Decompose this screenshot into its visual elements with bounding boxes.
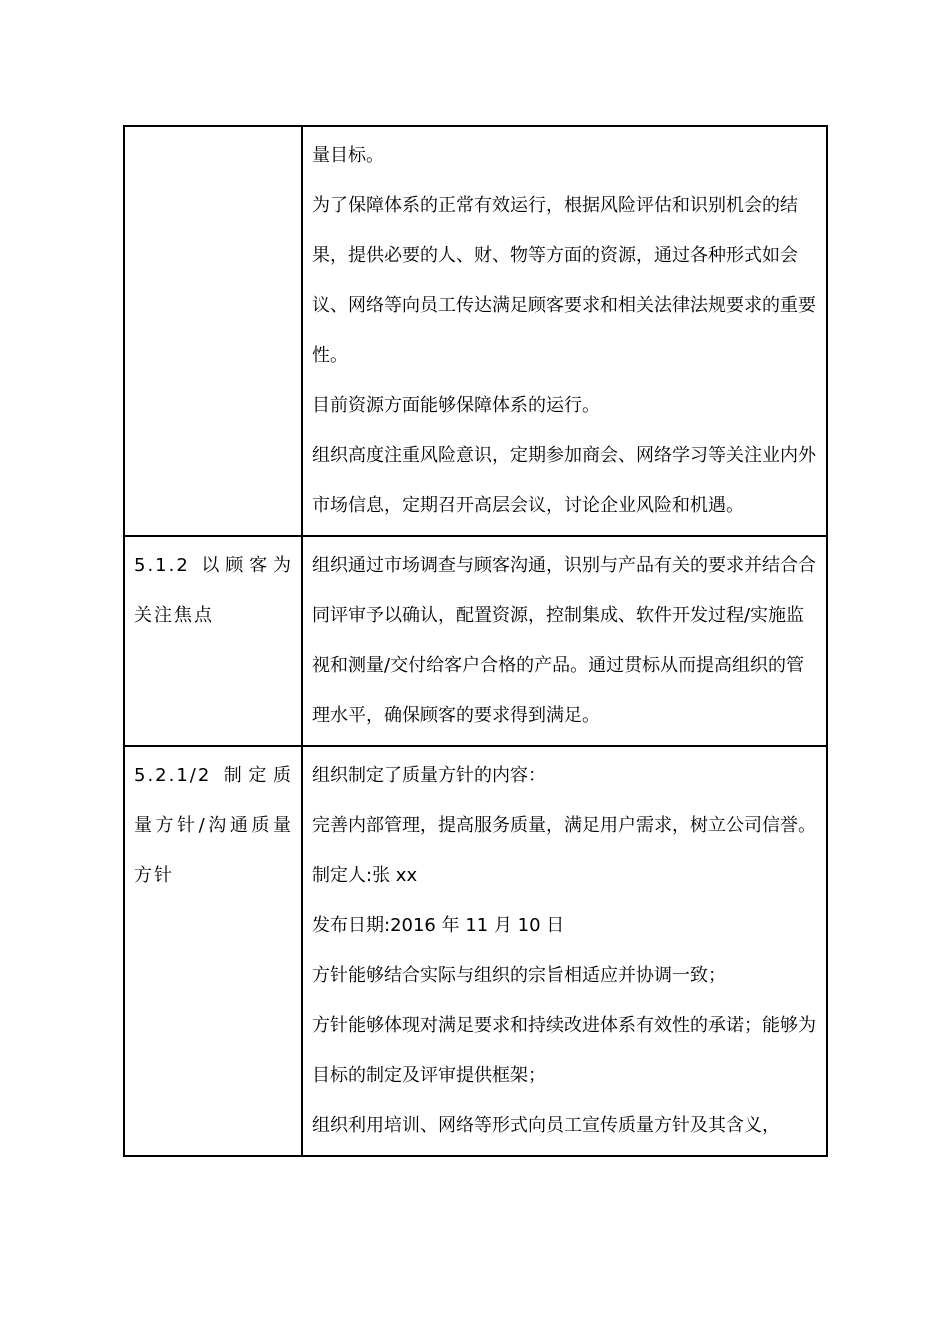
table-row [124, 536, 827, 746]
content-paragraph: 组织制定了质量方针的内容： [312, 765, 546, 786]
clause-label: 5.1.2 以顾客为关注焦点 [134, 555, 293, 626]
clause-review-table [123, 125, 828, 1157]
content-paragraph: 组织高度注重风险意识，定期参加商会、网络学习等关注业内外市场信息，定期召开高层会议，讨论企业风险和机遇。 [312, 445, 816, 516]
content-paragraph: 方针能够体现对满足要求和持续改进体系有效性的承诺；能够为目标的制定及评审提供框架； [312, 1015, 816, 1086]
clause-content-cell [302, 126, 827, 536]
content-paragraph: 量目标。 [312, 145, 384, 166]
content-paragraph: 目前资源方面能够保障体系的运行。 [312, 395, 600, 416]
content-paragraph: 发布日期:2016 年 11 月 10 日 [312, 915, 565, 936]
content-paragraph: 组织通过市场调查与顾客沟通，识别与产品有关的要求并结合合同评审予以确认，配置资源，控制集成、软件开发过程/实施监视和测量/交付给客户合格的产品。通过贯标从而提高组织的管理水平，确保顾客的要求得到满足。 [312, 555, 816, 726]
table-row [124, 746, 827, 1156]
clause-label-cell [124, 126, 302, 536]
table-row [124, 126, 827, 536]
clause-label-cell [124, 536, 302, 746]
clause-label: 5.2.1/2 制定质量方针/沟通质量方针 [134, 765, 293, 886]
content-paragraph: 组织利用培训、网络等形式向员工宣传质量方针及其含义， [312, 1115, 780, 1136]
clause-content-cell [302, 536, 827, 746]
content-paragraph: 制定人:张 xx [312, 865, 418, 886]
clause-label-cell [124, 746, 302, 1156]
content-paragraph: 为了保障体系的正常有效运行，根据风险评估和识别机会的结果，提供必要的人、财、物等方面的资源，通过各种形式如会议、网络等向员工传达满足顾客要求和相关法律法规要求的重要性。 [312, 195, 816, 366]
clause-content-cell [302, 746, 827, 1156]
content-paragraph: 完善内部管理，提高服务质量，满足用户需求，树立公司信誉。 [312, 815, 816, 836]
content-paragraph: 方针能够结合实际与组织的宗旨相适应并协调一致； [312, 965, 726, 986]
